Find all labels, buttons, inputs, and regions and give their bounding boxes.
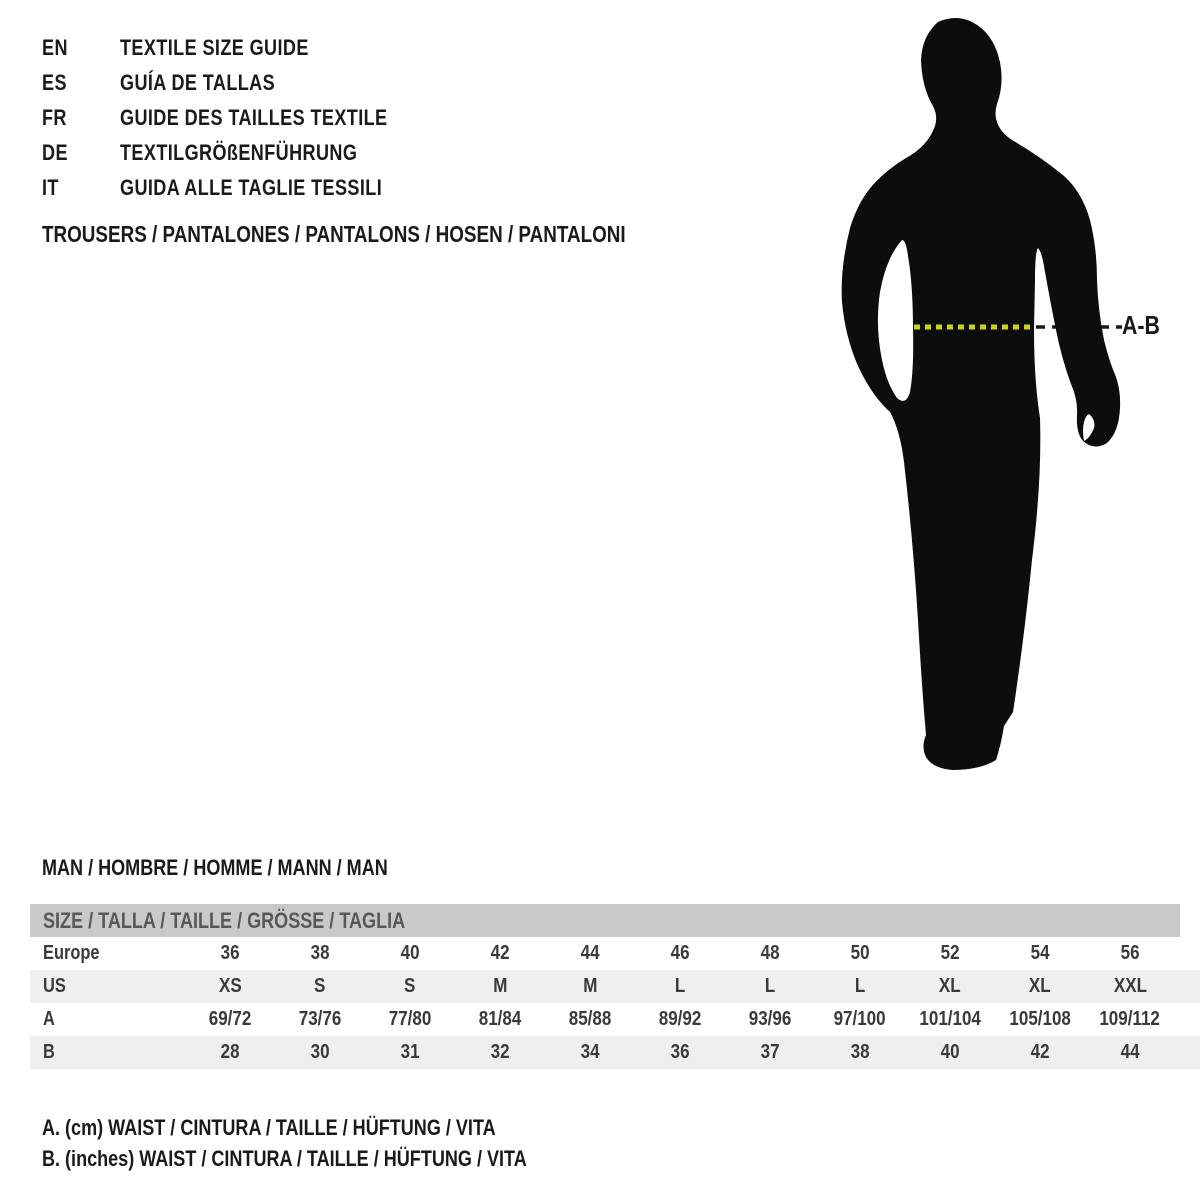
language-code [42,140,120,166]
size-cell [995,1041,1085,1064]
size-cell [365,1041,455,1064]
language-title [120,35,350,61]
language-code-text: IT [42,174,59,200]
size-cell [455,942,545,965]
size-cell [905,1008,995,1031]
size-cell-text: 89/92 [658,1008,702,1030]
size-cell-text: M [492,975,508,997]
size-cell-text: 40 [940,1041,960,1063]
size-cell-text: XXL [1113,975,1147,997]
size-cell-text: 30 [310,1041,330,1063]
size-cell [1085,1041,1175,1064]
language-title-text: GUIDE DES TAILLES TEXTILE [120,104,388,130]
row-label [30,975,185,998]
size-cell [455,1041,545,1064]
size-cell [635,975,725,998]
size-cell [1085,942,1175,965]
size-cell [275,1041,365,1064]
size-row-a-cm [30,1003,1200,1036]
row-label [30,1041,185,1064]
size-cell [275,1008,365,1031]
size-cell-text: 81/84 [478,1008,522,1030]
language-row-en [42,30,446,65]
footnote-b-text: B. (inches) WAIST / CINTURA / TAILLE / HÜFTUNG / VITA [42,1145,527,1171]
language-code [42,105,120,131]
size-cell-text: 42 [490,942,510,964]
size-cell [185,975,275,998]
language-code [42,70,120,96]
size-row-europe [30,937,1200,970]
size-cell-text: 73/76 [298,1008,342,1030]
measurement-footnotes [42,1112,633,1174]
size-cell-text: XS [218,975,242,997]
size-cell-text: 50 [850,942,870,964]
size-cell-text: L [674,975,686,997]
size-cell [725,1041,815,1064]
size-cell [545,975,635,998]
size-table-header [30,904,1180,937]
size-cell [815,942,905,965]
footnote-a-text: A. (cm) WAIST / CINTURA / TAILLE / HÜFTUNG / VITA [42,1114,496,1140]
size-cell-text: S [404,975,416,997]
language-code [42,175,120,201]
size-cell [905,942,995,965]
size-cell [995,975,1085,998]
size-cell [275,942,365,965]
size-cell [815,1008,905,1031]
size-cell [635,1041,725,1064]
language-title [120,105,446,131]
size-cell-text: 40 [400,942,420,964]
language-row-fr [42,100,446,135]
language-title-text: GUÍA DE TALLAS [120,69,276,95]
language-title [120,70,309,96]
measurement-label-text: A-B [1122,310,1160,340]
language-code-text: DE [42,139,68,165]
man-silhouette-figure [820,10,1200,790]
size-cell-text: 32 [490,1041,510,1063]
size-table [30,937,1200,1069]
size-cell-text: 56 [1120,942,1140,964]
footnote-a [42,1112,633,1143]
language-title-text: TEXTILE SIZE GUIDE [120,34,309,60]
size-cell [635,942,725,965]
size-row-b-inches [30,1036,1200,1069]
size-cell [365,1008,455,1031]
size-cell-text: 97/100 [833,1008,886,1030]
size-cell-text: 46 [670,942,690,964]
row-label-text: Europe [43,942,100,964]
size-cell-text: 36 [670,1041,690,1063]
size-cell [1085,1008,1175,1031]
language-row-it [42,170,446,205]
language-title [120,140,409,166]
size-cell [635,1008,725,1031]
size-cell [725,1008,815,1031]
size-cell [545,1041,635,1064]
size-cell-text: 38 [310,942,330,964]
language-row-de [42,135,446,170]
size-cell-text: S [314,975,326,997]
size-cell-text: 101/104 [919,1008,981,1030]
size-cell [815,1041,905,1064]
row-label-text: B [43,1041,55,1063]
size-cell [275,975,365,998]
row-label [30,942,185,965]
size-cell-text: 52 [940,942,960,964]
language-code-text: EN [42,34,68,60]
size-cell [185,1041,275,1064]
size-cell [905,1041,995,1064]
row-label-text: A [43,1008,55,1030]
size-cell [185,942,275,965]
size-cell [185,1008,275,1031]
size-cell-text: 34 [580,1041,600,1063]
language-code-text: FR [42,104,67,130]
size-cell-text: L [854,975,866,997]
row-label [30,1008,185,1031]
size-cell-text: XL [939,975,961,997]
size-cell-text: 31 [400,1041,420,1063]
garment-type-title-text: TROUSERS / PANTALONES / PANTALONS / HOSEN / PANTALONI [42,221,626,247]
size-cell [365,942,455,965]
size-cell [1085,975,1175,998]
size-cell-text: M [582,975,598,997]
size-cell-text: 44 [1120,1041,1140,1063]
language-code [42,35,120,61]
size-cell [905,975,995,998]
size-cell-text: 42 [1030,1041,1050,1063]
size-cell-text: 93/96 [748,1008,792,1030]
size-cell [455,975,545,998]
size-cell-text: 77/80 [388,1008,432,1030]
size-cell [815,975,905,998]
size-cell [365,975,455,998]
row-label-text: US [43,975,66,997]
size-cell [725,942,815,965]
size-cell-text: 38 [850,1041,870,1063]
size-cell-text: 85/88 [568,1008,612,1030]
size-cell-text: 28 [220,1041,240,1063]
size-cell-text: 36 [220,942,240,964]
size-cell-text: 37 [760,1041,780,1063]
size-cell-text: 48 [760,942,780,964]
man-silhouette [842,18,1120,770]
size-cell-text: L [764,975,776,997]
size-cell-text: 105/108 [1009,1008,1071,1030]
language-code-text: ES [42,69,67,95]
measurement-label-ab [1122,310,1168,341]
size-cell-text: 44 [580,942,600,964]
size-cell [545,1008,635,1031]
size-cell-text: 109/112 [1099,1008,1161,1030]
size-cell-text: 69/72 [208,1008,252,1030]
section-title-man [42,855,464,881]
size-cell [995,942,1085,965]
size-cell-text: XL [1029,975,1051,997]
size-cell [725,975,815,998]
size-cell [995,1008,1085,1031]
size-cell [455,1008,545,1031]
language-title-text: GUIDA ALLE TAGLIE TESSILI [120,174,383,200]
section-title-text: MAN / HOMBRE / HOMME / MANN / MAN [42,855,388,880]
language-title-text: TEXTILGRÖßENFÜHRUNG [120,139,358,165]
size-cell-text: 54 [1030,942,1050,964]
size-table-header-text: SIZE / TALLA / TAILLE / GRÖSSE / TAGLIA [43,907,406,933]
footnote-b [42,1143,633,1174]
size-row-us [30,970,1200,1003]
size-cell [545,942,635,965]
language-title [120,175,440,201]
language-title-list [42,30,446,205]
garment-type-title [42,221,754,248]
language-row-es [42,65,446,100]
